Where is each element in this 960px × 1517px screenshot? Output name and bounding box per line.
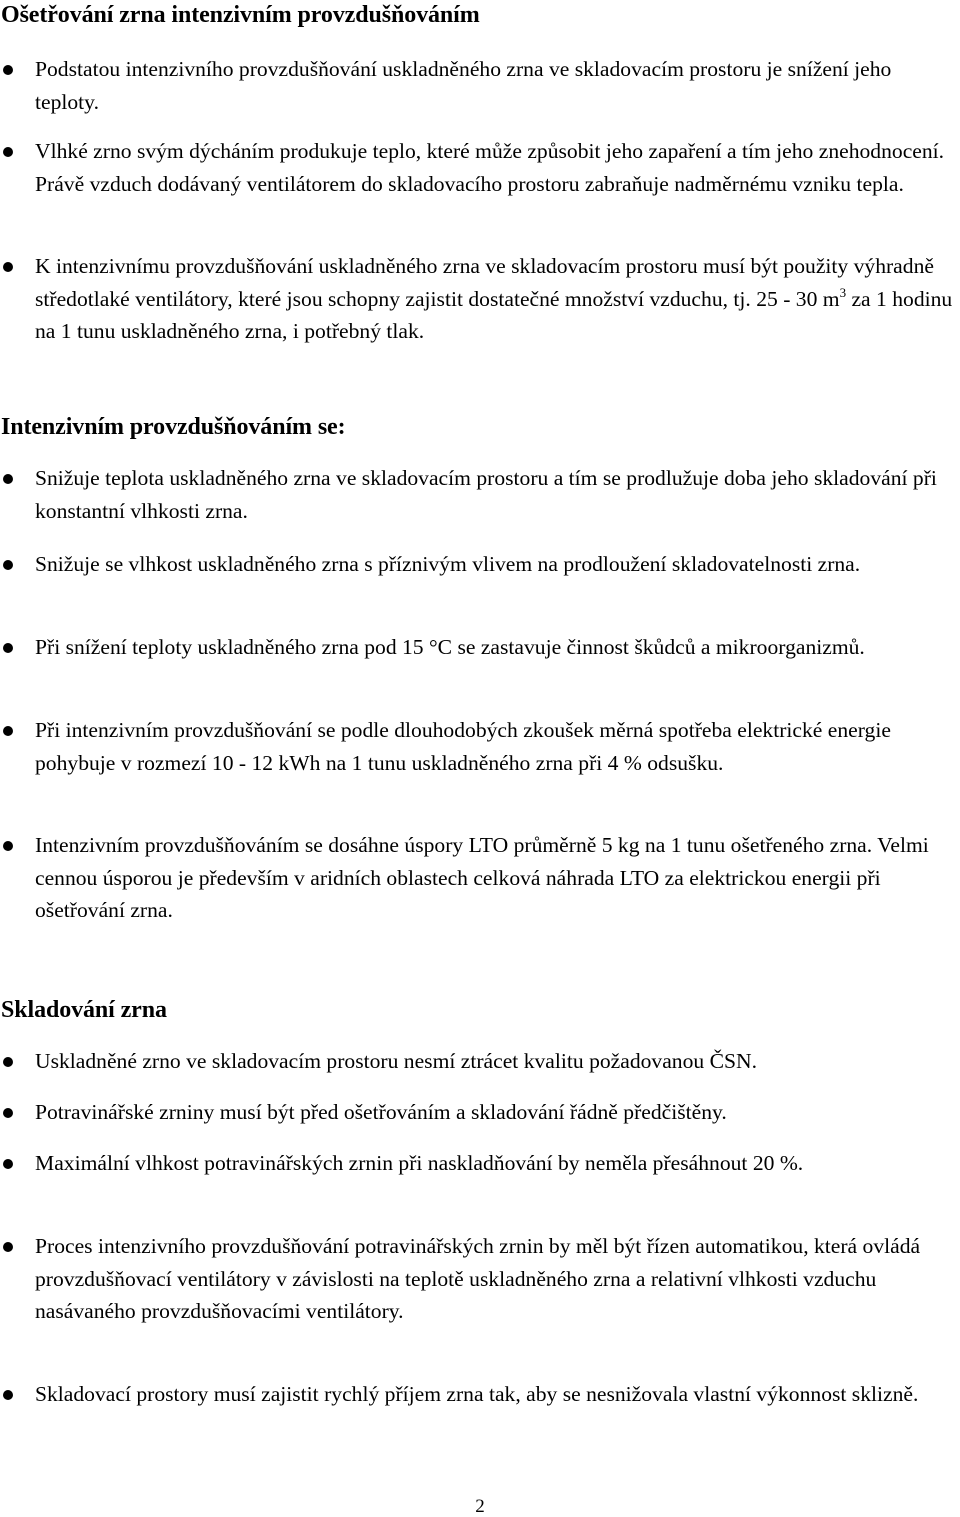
list-item-text [35, 250, 958, 348]
list-item-text: Snižuje se vlhkost uskladněného zrna s příznivým vlivem na prodloužení skladovatelnosti zrna. [35, 552, 861, 576]
section-title-storage: Skladování zrna [1, 997, 167, 1023]
list-item-text: Potravinářské zrniny musí být před ošetřováním a skladování řádně předčištěny. [35, 1100, 727, 1124]
bullet-icon [3, 1242, 13, 1252]
bullet-icon [3, 474, 13, 484]
superscript: 3 [839, 284, 847, 300]
list-item-text: Vlhké zrno svým dýcháním produkuje teplo, které může způsobit jeho zapaření a tím jeho znehodnocení. Právě vzduch dodávaný ventilátorem do skladovacího prostoru zabraňuje nadměrnému vzniku tepla. [35, 139, 945, 196]
list-item-text: Uskladněné zrno ve skladovacím prostoru nesmí ztrácet kvalitu požadovanou ČSN. [35, 1049, 757, 1073]
bullet-icon [3, 65, 13, 75]
bullet-icon [3, 643, 13, 653]
bullet-icon [3, 262, 13, 272]
list-item-text: Skladovací prostory musí zajistit rychlý příjem zrna tak, aby se nesnižovala vlastní výkonnost sklizně. [35, 1382, 919, 1406]
list-item-text: Podstatou intenzivního provzdušňování uskladněného zrna ve skladovacím prostoru je snížení jeho teploty. [35, 57, 892, 114]
list-item-text: Maximální vlhkost potravinářských zrnin při naskladňování by neměla přesáhnout 20 %. [35, 1151, 804, 1175]
bullet-icon [3, 1057, 13, 1067]
bullet-icon [3, 726, 13, 736]
text-part: K intenzivnímu provzdušňování uskladněného zrna ve skladovacím prostoru musí být použity výhradně středotlaké ventilátory, které jsou schopny zajistit dostatečné množství vzduchu, tj. 25 - 30 m [35, 254, 934, 311]
text-part: za 1 hodinu na 1 tunu uskladněného zrna, i potřebný tlak. [35, 286, 953, 344]
bullet-icon [3, 1390, 13, 1400]
bullet-icon [3, 147, 13, 157]
list-item-text: Při intenzivním provzdušňování se podle dlouhodobých zkoušek měrná spotřeba elektrické energie pohybuje v rozmezí 10 - 12 kWh na 1 tunu uskladněného zrna při 4 % odsušku. [35, 718, 891, 775]
bullet-icon [3, 1159, 13, 1169]
list-item-text: Snižuje teplota uskladněného zrna ve skladovacím prostoru a tím se prodlužuje doba jeho skladování při konstantní vlhkosti zrna. [35, 466, 937, 523]
list-item-text: Proces intenzivního provzdušňování potravinářských zrnin by měl být řízen automatikou, která ovládá provzdušňovací ventilátory v závislosti na teplotě uskladněného zrna a relativní vlhkosti vzduchu nasávaného provzdušňovacími ventilátory. [35, 1234, 921, 1324]
list-item-text: Intenzivním provzdušňováním se dosáhne úspory LTO průměrně 5 kg na 1 tunu ošetřeného zrna. Velmi cennou úsporou je především v aridních oblastech celková náhrada LTO za elektrickou energii při ošetřování zrna. [35, 833, 929, 923]
bullet-icon [3, 560, 13, 570]
section-title-treatment: Ošetřování zrna intenzivním provzdušňováním [1, 2, 480, 28]
bullet-icon [3, 1108, 13, 1118]
page-number: 2 [475, 1496, 485, 1517]
list-item-text: Při snížení teploty uskladněného zrna pod 15 °C se zastavuje činnost škůdců a mikroorganizmů. [35, 635, 865, 659]
bullet-icon [3, 841, 13, 851]
section-title-benefits: Intenzivním provzdušňováním se: [1, 414, 346, 440]
